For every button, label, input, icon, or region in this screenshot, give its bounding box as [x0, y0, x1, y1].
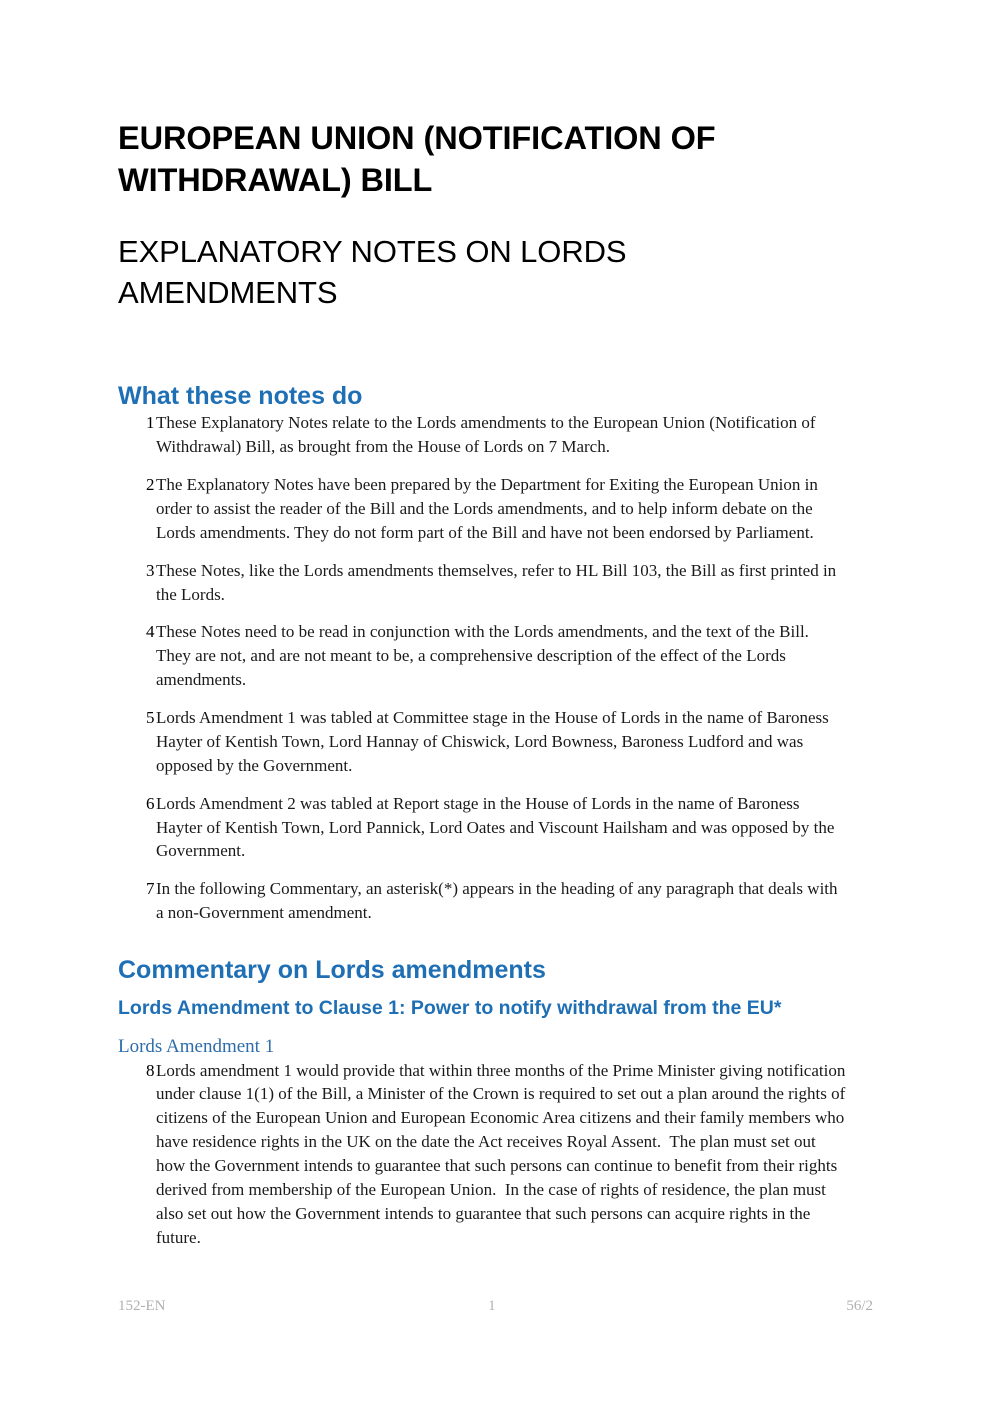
paragraph-text: Lords amendment 1 would provide that within three months of the Prime Minister giving notification under clause 1(1) of the Bill, a Minister of the Crown is required to set out a plan around the rights of citizens of the European Union and European Economic Area citizens and their family members who have residence rights in the UK on the date the Act receives Royal Assent. The plan must set out how the Government intends to guarantee that such persons can continue to benefit from their rights derived from membership of the European Union. In the case of rights of residence, the plan must also set out how the Government intends to guarantee that such persons can acquire rights in the future.: [156, 1060, 850, 1247]
footer-bill-reference: 56/2: [846, 1298, 873, 1314]
footer-document-code: 152-EN: [118, 1298, 166, 1314]
paragraph-number: 6: [146, 793, 155, 813]
paragraph-number: 8: [146, 1060, 155, 1080]
list-item: [118, 1059, 865, 1250]
paragraph-number: 7: [146, 879, 155, 899]
paragraph-number: 1: [146, 413, 155, 433]
document-title: EUROPEAN UNION (NOTIFICATION OF WITHDRAWAL) BILL: [118, 120, 716, 198]
document-subtitle: EXPLANATORY NOTES ON LORDS AMENDMENTS: [118, 233, 627, 311]
paragraph-number: 3: [146, 560, 155, 580]
list-item: [118, 559, 865, 607]
list-item: [118, 473, 865, 545]
paragraph-number: 5: [146, 708, 155, 728]
paragraph-number: 2: [146, 475, 155, 495]
paragraph-number: 4: [146, 622, 155, 642]
list-item: [118, 792, 865, 864]
paragraph-text: These Notes need to be read in conjunction with the Lords amendments, and the text of the Bill. They are not, and are not meant to be, a comprehensive description of the effect of the Lords amendments.: [156, 622, 818, 690]
paragraph-text: In the following Commentary, an asterisk(*) appears in the heading of any paragraph that deals with a non-Government amendment.: [156, 879, 842, 923]
notes-paragraph-list: [118, 411, 865, 925]
paragraph-text: The Explanatory Notes have been prepared by the Department for Exiting the European Union in order to assist the reader of the Bill and the Lords amendments, and to help inform debate on the Lords amendments. They do not form part of the Bill and have not been endorsed by Parliament.: [156, 475, 823, 542]
subsection-heading-lords-amendment-1: Lords Amendment 1: [118, 1035, 275, 1057]
list-item: [118, 877, 865, 925]
footer-page-number: 1: [488, 1298, 496, 1314]
subsection-heading-clause-1: Lords Amendment to Clause 1: Power to notify withdrawal from the EU*: [118, 997, 782, 1020]
page-footer: [118, 1298, 873, 1315]
paragraph-text: Lords Amendment 2 was tabled at Report stage in the House of Lords in the name of Baroness Hayter of Kentish Town, Lord Pannick, Lord Oates and Viscount Hailsham and was opposed by the Government.: [156, 793, 839, 861]
list-item: [118, 620, 865, 692]
commentary-paragraph-list: [118, 1059, 865, 1250]
section-heading-commentary: Commentary on Lords amendments: [118, 956, 546, 985]
list-item: [118, 706, 865, 778]
list-item: [118, 411, 865, 459]
paragraph-text: Lords Amendment 1 was tabled at Committee stage in the House of Lords in the name of Baroness Hayter of Kentish Town, Lord Hannay of Chiswick, Lord Bowness, Baroness Ludford and was opposed by the Government.: [156, 708, 834, 775]
paragraph-text: These Explanatory Notes relate to the Lords amendments to the European Union (Notification of Withdrawal) Bill, as brought from the House of Lords on 7 March.: [156, 413, 820, 457]
section-heading-what-these-notes-do: What these notes do: [118, 382, 363, 411]
paragraph-text: These Notes, like the Lords amendments themselves, refer to HL Bill 103, the Bill as first printed in the Lords.: [156, 560, 841, 604]
